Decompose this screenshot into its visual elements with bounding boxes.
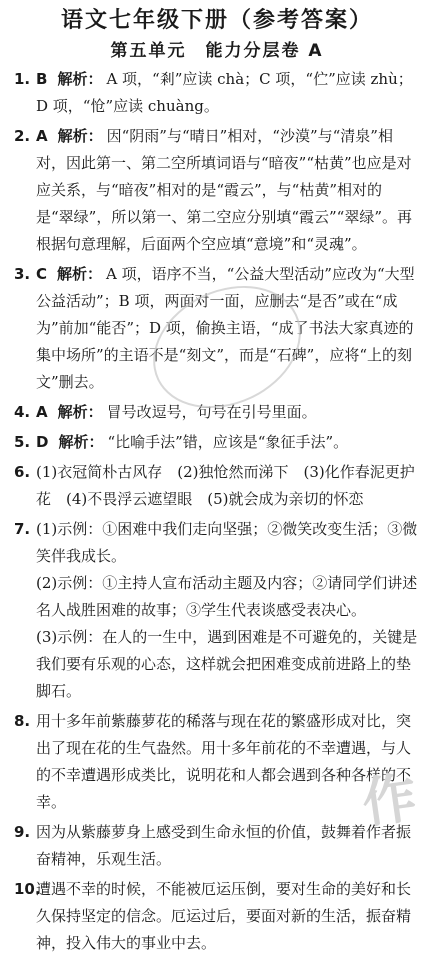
- page-title: 语文七年级下册（参考答案）: [60, 8, 373, 33]
- answer-text: 用十多年前紫藤萝花的稀落与现在花的繁盛形成对比，突出了现在花的生气盎然。用十多年前花的不幸遭遇，与人的不幸遭遇形成类比，说明花和人都会遇到各种各样的不幸。: [36, 712, 412, 811]
- answer-body: [36, 876, 418, 957]
- answer-body: [36, 429, 418, 456]
- answer-number: 7.: [14, 520, 31, 538]
- answer-choice: B: [36, 70, 48, 88]
- answer-number: 8.: [14, 712, 31, 730]
- answer-text: A 解析： 冒号改逗号，句号在引号里面。: [36, 403, 317, 421]
- answer-text: D 解析： “比喻手法”错，应该是“象征手法”。: [36, 433, 349, 451]
- answer-text: B 解析： A 项，“剎”应读 chà；C 项，“伫”应读 zhù；D 项，“怆”应读 chuàng。: [36, 70, 413, 115]
- answer-choice: C: [36, 265, 48, 283]
- answer-number: 3.: [14, 265, 31, 283]
- answer-number: 5.: [14, 433, 31, 451]
- answer-number: 4.: [14, 403, 31, 421]
- answer-item: [14, 516, 418, 705]
- explanation-label: 解析：: [57, 403, 103, 421]
- answer-text: (1)示例：①困难中我们走向坚强；②微笑改变生活；③微笑伴我成长。: [36, 520, 418, 565]
- answer-number: 1.: [14, 70, 31, 88]
- answer-item: [14, 66, 418, 120]
- explanation-label: 解析：: [57, 127, 103, 145]
- answer-item: [14, 876, 418, 957]
- answer-item: [14, 459, 418, 513]
- answer-choice: A: [36, 403, 48, 421]
- answer-text: 遭遇不幸的时候，不能被厄运压倒，要对生命的美好和长久保持坚定的信念。厄运过后，要面对新的生活，振奋精神，投入伟大的事业中去。: [36, 880, 412, 952]
- answer-item: [14, 123, 418, 258]
- watermark-mark: 作: [358, 765, 421, 836]
- answer-body: [36, 819, 418, 873]
- answer-body: [36, 459, 418, 513]
- explanation-label: 解析：: [58, 433, 104, 451]
- answer-choice: A: [36, 127, 48, 145]
- answer-text: A 解析： 因“阴雨”与“晴日”相对，“沙漠”与“清泉”相对，因此第一、第二空所填词语与“暗夜”“枯黄”也应是对应关系，与“暗夜”相对的是“霞云”，与“枯黄”相对的是“翠绿”，所以第一、第二空应分别填“霞云”“翠绿”。再根据句意理解，后面两个空应填“意境”和“灵魂”。: [36, 127, 413, 253]
- page-subtitle: 第五单元 能力分层卷 A: [110, 41, 324, 61]
- answer-number: 6.: [14, 463, 31, 481]
- answer-body: [36, 123, 418, 258]
- answer-choice: D: [36, 433, 49, 451]
- answer-text: (1)衣冠简朴古风存 (2)独怆然而涕下 (3)化作春泥更护花 (4)不畏浮云遮望眼 (5)就会成为亲切的怀恋: [36, 463, 415, 508]
- answer-number: 2.: [14, 127, 31, 145]
- answer-number: 9.: [14, 823, 31, 841]
- answer-text: (3)示例：在人的一生中，遇到困难是不可避免的，关键是我们要有乐观的心态，这样就会把困难变成前进路上的垫脚石。: [36, 628, 418, 700]
- explanation-label: 解析：: [57, 265, 103, 283]
- answer-text: 因为从紫藤萝身上感受到生命永恒的价值，鼓舞着作者振奋精神，乐观生活。: [36, 823, 412, 868]
- answer-number: 10.: [14, 880, 41, 898]
- answer-item: [14, 429, 418, 456]
- answer-text: (2)示例：①主持人宣布活动主题及内容；②请同学们讲述名人战胜困难的故事；③学生代表谈感受表决心。: [36, 574, 418, 619]
- explanation-label: 解析：: [57, 70, 103, 88]
- answer-body: [36, 66, 418, 120]
- answer-item: [14, 819, 418, 873]
- answer-text: C 解析： A 项，语序不当，“公益大型活动”应改为“大型公益活动”；B 项，两面对一面，应删去“是否”或在“成为”前加“能否”；D 项，偷换主语，“成了书法大家真迹的集中场所”的主语不是“刻文”，而是“石碑”，应将“上的刻文”删去。: [36, 265, 415, 391]
- answer-body: [36, 516, 418, 705]
